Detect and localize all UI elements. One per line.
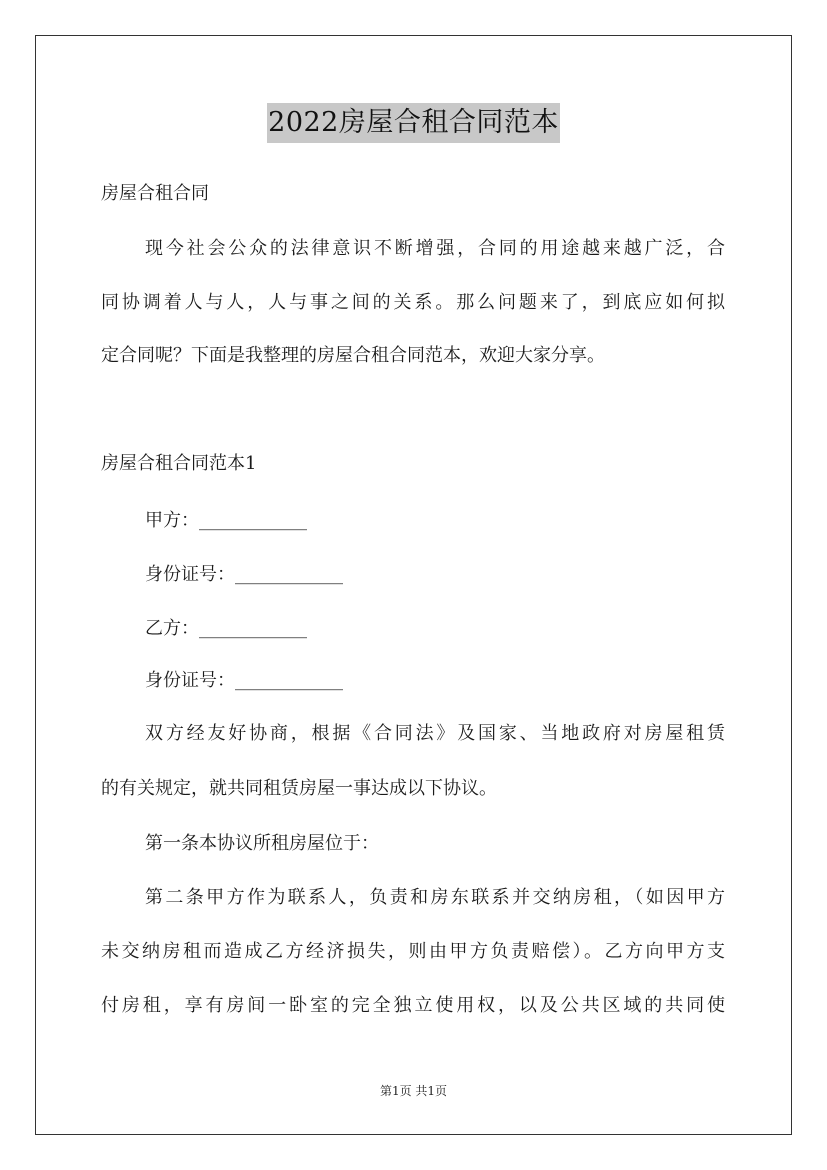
document-title: 2022房屋合租合同范本 [267, 103, 560, 143]
party-b-blank: ____________ [199, 618, 307, 639]
article-2-line-1: 第二条甲方作为联系人，负责和房东联系并交纳房租，（如因甲方 [145, 887, 725, 908]
party-a-row [145, 509, 307, 533]
party-b-label: 乙方： [145, 618, 199, 639]
party-a-id-blank: ____________ [235, 564, 343, 585]
agreement-line-1: 双方经友好协商，根据《合同法》及国家、当地政府对房屋租赁 [145, 723, 725, 744]
article-2-line-2: 未交纳房租而造成乙方经济损失，则由甲方负责赔偿）。乙方向甲方支 [101, 941, 725, 962]
party-b-id-label: 身份证号： [145, 670, 235, 691]
party-a-id-row [145, 563, 343, 587]
party-a-blank: ____________ [199, 510, 307, 531]
agreement-line-2: 的有关规定，就共同租赁房屋一事达成以下协议。 [101, 778, 497, 799]
article-1: 第一条本协议所租房屋位于： [145, 833, 379, 854]
party-a-id-label: 身份证号： [145, 564, 235, 585]
article-2-line-3: 付房租，享有房间一卧室的完全独立使用权，以及公共区域的共同使 [101, 995, 725, 1016]
party-a-label: 甲方： [145, 510, 199, 531]
intro-line-2: 同协调着人与人，人与事之间的关系。那么问题来了，到底应如何拟 [101, 292, 725, 313]
title-container [0, 103, 827, 143]
section-title: 房屋合租合同范本1 [101, 453, 257, 474]
party-b-id-blank: ____________ [235, 670, 343, 691]
party-b-id-row [145, 669, 343, 693]
intro-line-3: 定合同呢？下面是我整理的房屋合租合同范本，欢迎大家分享。 [101, 345, 605, 366]
document-heading: 房屋合租合同 [101, 183, 209, 204]
intro-line-1: 现今社会公众的法律意识不断增强，合同的用途越来越广泛，合 [145, 238, 725, 259]
page-footer: 第1页 共1页 [379, 1084, 448, 1098]
party-b-row [145, 617, 307, 641]
